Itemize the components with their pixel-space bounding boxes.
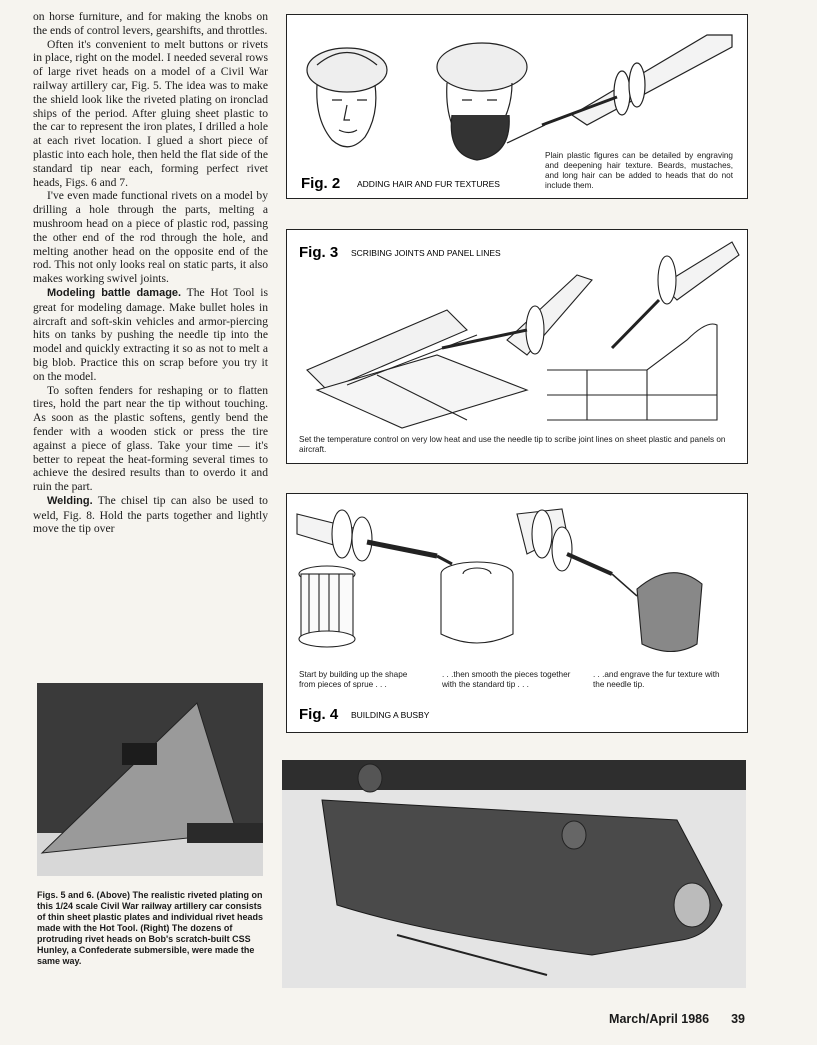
page-footer [609, 1012, 745, 1026]
hot-tool-left [297, 510, 452, 564]
fig2-number: Fig. 2 [301, 175, 341, 192]
subhead-battle-damage: Modeling battle damage. [47, 286, 182, 299]
article-column [33, 10, 268, 536]
fig4-caption-2: . . .then smooth the pieces together with the standard tip . . . [442, 670, 571, 689]
plain-head-drawing [307, 48, 387, 147]
fur-busby [637, 573, 702, 652]
fig3-number: Fig. 3 [299, 244, 339, 261]
bearded-head-drawing [437, 43, 527, 160]
paragraph [33, 286, 268, 384]
fig2-title: ADDING HAIR AND FUR TEXTURES [357, 179, 500, 189]
fig4-caption-1: Start by building up the shape from pieces of sprue . . . [299, 670, 408, 689]
photo-css-hunley [282, 760, 746, 988]
fig3-illustration [287, 230, 747, 463]
paragraph: on horse furniture, and for making the knobs on the ends of control levers, gearshifts, and throttles. [33, 10, 268, 37]
page-number: 39 [731, 1012, 745, 1026]
hunley-image [282, 760, 746, 988]
paragraph [33, 494, 268, 536]
paragraph: I've even made functional rivets on a model by drilling a hole through the parts, melting a mushroom head on a piece of plastic rod, passing the other end of the rod through the hole, and melting another head on the opposite end of the rod. This not only looks real on static parts, it also makes working swivel joints. [33, 189, 268, 286]
sheet-plastic-drawing [307, 310, 527, 428]
aircraft-tail-drawing [547, 324, 717, 420]
railway-car-image [37, 683, 263, 876]
figure-3 [286, 229, 748, 464]
fig2-caption: Plain plastic figures can be detailed by engraving and deepening hair texture. Beards, mustaches, and long hair can be added to heads that do not include them. [545, 151, 733, 190]
paragraph-text: The Hot Tool is great for modeling damage. Make bullet holes in aircraft and soft-skin vehicles and armor-piercing hits on tanks by pushing the needle tip into the model and quickly extracting it so as not to melt a big blob. Practice this on scrap before you try it on the model. [33, 285, 268, 383]
fig4-caption-3: . . .and engrave the fur texture with the needle tip. [593, 670, 720, 689]
paragraph: To soften fenders for reshaping or to flatten tires, hold the part near the tip without touching. As soon as the plastic softens, gently bend the fender with a wooden stick or press the tire against a piece of glass. Take your time — it's better to repeat the heat-forming several times to achieve the desired results than to overdo it and ruin the part. [33, 383, 268, 494]
paragraph-text: The chisel tip can also be used to weld, Fig. 8. Hold the parts together and lightly move the tip over [33, 493, 268, 536]
fig3-caption: Set the temperature control on very low heat and use the needle tip to scribe joint lines on sheet plastic and panels on aircraft. [299, 435, 726, 454]
fig3-title: SCRIBING JOINTS AND PANEL LINES [351, 248, 501, 258]
hot-tool-right [612, 242, 739, 348]
hot-tool-drawing [507, 35, 732, 143]
photo-railway-artillery-car [37, 683, 263, 876]
fig4-number: Fig. 4 [299, 706, 339, 723]
figure-4 [286, 493, 748, 733]
fig4-title: BUILDING A BUSBY [351, 710, 430, 720]
photo-caption: Figs. 5 and 6. (Above) The realistic riveted plating on this 1/24 scale Civil War railway artillery car consists of thin sheet plastic plates and individual rivet heads made with the Hot Tool. (Right) The dozens of protruding rivet heads on Bob's scratch-built CSS Hunley, a Confederate submersible, were made the same way. [37, 890, 264, 966]
hot-tool-left [442, 275, 592, 355]
sprue-bundle [299, 566, 355, 647]
issue-date: March/April 1986 [609, 1012, 710, 1026]
subhead-welding: Welding. [47, 494, 93, 507]
smoothed-shape [441, 562, 513, 643]
fig4-illustration [287, 494, 747, 732]
figure-2 [286, 14, 748, 199]
paragraph: Often it's convenient to melt buttons or rivets in place, right on the model. I needed several rows of large rivet heads on a model of a Civil War railway artillery car, Fig. 5. The idea was to make the shield look like the riveted plating on ironclad ships of the period. After gluing sheet plastic to the car to represent the iron plates, I drilled a hole at each rivet location. I glued a short piece of plastic into each hole, then held the flat side of the standard tip near each, forming perfect rivet heads, Figs. 6 and 7. [33, 37, 268, 189]
hot-tool-right [517, 509, 637, 596]
